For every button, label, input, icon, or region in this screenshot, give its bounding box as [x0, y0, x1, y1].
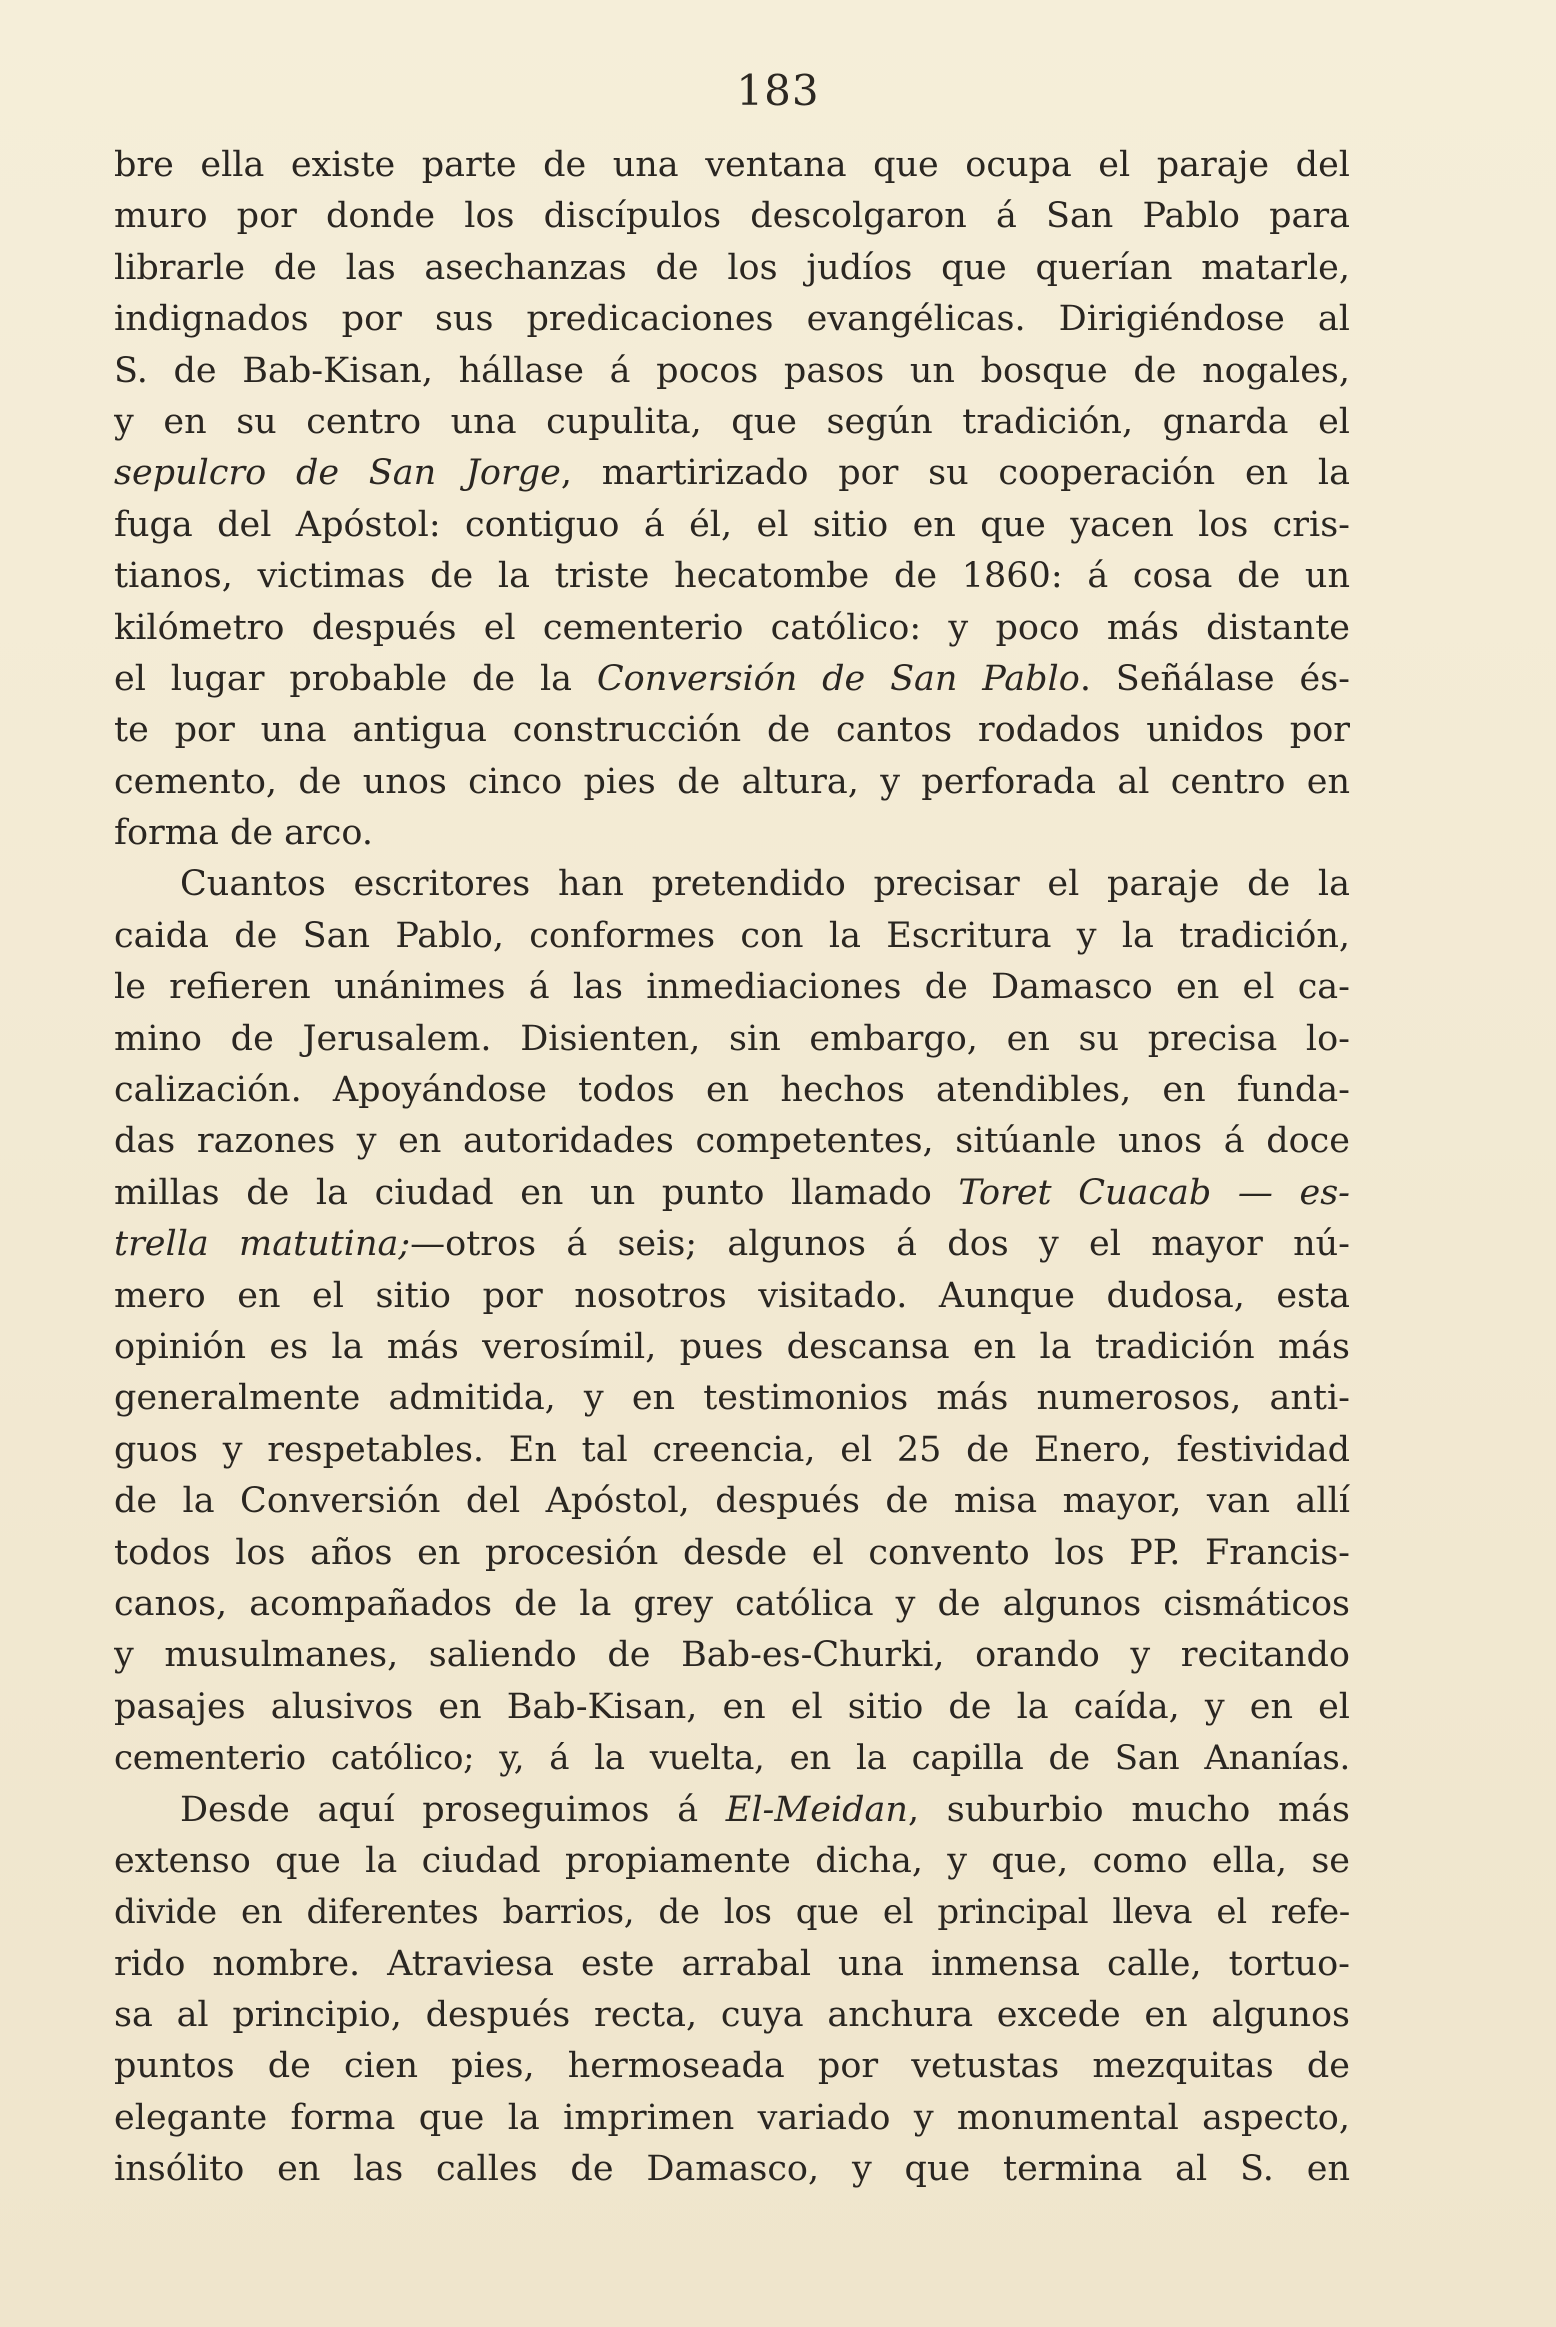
- italic-phrase: sepulcro de San Jorge: [114, 453, 561, 494]
- text-line-25: generalmente admitida, y en testimonios más numerosos, anti-: [114, 1378, 1350, 1419]
- text-line-13: cemento, de unos cinco pies de altura, y perforada al centro en: [114, 761, 1350, 802]
- text-line-37: sa al principio, después recta, cuya anchura excede en algunos: [114, 1995, 1350, 2036]
- text-line-17: le refieren unánimes á las inmediaciones de Damasco en el ca-: [114, 967, 1350, 1008]
- text-line-11: el lugar probable de la Conversión de San Pablo. Señálase és-: [114, 658, 1350, 699]
- text-line-23: mero en el sitio por nosotros visitado. Aunque dudosa, esta: [114, 1275, 1350, 1316]
- text-line-5: S. de Bab-Kisan, hállase á pocos pasos un bosque de nogales,: [114, 350, 1350, 391]
- text-line-12: te por una antigua construcción de cantos rodados unidos por: [114, 710, 1350, 751]
- italic-phrase: Toret Cuacab — es-: [958, 1172, 1350, 1213]
- text-line-8: fuga del Apóstol: contiguo á él, el sitio en que yacen los cris-: [114, 504, 1350, 545]
- text-line-35: divide en diferentes barrios, de los que el principal lleva el refe-: [114, 1892, 1350, 1933]
- text-line-21: millas de la ciudad en un punto llamado Toret Cuacab — es-: [114, 1172, 1350, 1213]
- text-line-34: extenso que la ciudad propiamente dicha, y que, como ella, se: [114, 1840, 1350, 1881]
- italic-phrase: Conversión de San Pablo: [596, 658, 1080, 699]
- text-line-40: insólito en las calles de Damasco, y que termina al S. en: [114, 2149, 1350, 2190]
- page-number: 183: [736, 66, 820, 115]
- text-line-27: de la Conversión del Apóstol, después de misa mayor, van allí: [114, 1481, 1350, 1522]
- text-line-18: mino de Jerusalem. Disienten, sin embargo, en su precisa lo-: [114, 1018, 1350, 1059]
- text-line-36: rido nombre. Atraviesa este arrabal una inmensa calle, tortuo-: [114, 1943, 1350, 1984]
- text-line-7: sepulcro de San Jorge, martirizado por su cooperación en la: [114, 453, 1350, 494]
- text-line-2: muro por donde los discípulos descolgaron á San Pablo para: [114, 196, 1350, 237]
- text-line-32: cementerio católico; y, á la vuelta, en la capilla de San Ananías.: [114, 1738, 1350, 1779]
- text-line-14: forma de arco.: [114, 813, 373, 854]
- text-line-9: tianos, victimas de la triste hecatombe de 1860: á cosa de un: [114, 556, 1350, 597]
- text-line-3: librarle de las asechanzas de los judíos que querían matarle,: [114, 247, 1350, 288]
- text-line-31: pasajes alusivos en Bab-Kisan, en el sitio de la caída, y en el: [114, 1686, 1350, 1727]
- text-line-19: calización. Apoyándose todos en hechos atendibles, en funda-: [114, 1070, 1350, 1111]
- text-line-4: indignados por sus predicaciones evangélicas. Dirigiéndose al: [114, 299, 1350, 340]
- text-line-6: y en su centro una cupulita, que según tradición, gnarda el: [114, 401, 1350, 442]
- text-line-30: y musulmanes, saliendo de Bab-es-Churki, orando y recitando: [114, 1635, 1350, 1676]
- body-text: [114, 140, 1350, 2196]
- text-line-38: puntos de cien pies, hermoseada por vetustas mezquitas de: [114, 2046, 1350, 2087]
- text-line-22: trella matutina;—otros á seis; algunos á dos y el mayor nú-: [114, 1224, 1350, 1265]
- text-line-33: Desde aquí proseguimos á El-Meidan, suburbio mucho más: [180, 1789, 1350, 1830]
- text-line-20: das razones y en autoridades competentes, sitúanle unos á doce: [114, 1121, 1350, 1162]
- italic-phrase: El-Meidan: [725, 1789, 908, 1830]
- text-line-15: Cuantos escritores han pretendido precisar el paraje de la: [180, 864, 1350, 905]
- text-line-1: bre ella existe parte de una ventana que ocupa el paraje del: [114, 145, 1350, 185]
- text-line-10: kilómetro después el cementerio católico: y poco más distante: [114, 607, 1350, 648]
- text-line-28: todos los años en procesión desde el convento los PP. Francis-: [114, 1532, 1350, 1573]
- text-line-26: guos y respetables. En tal creencia, el 25 de Enero, festividad: [114, 1429, 1350, 1470]
- text-line-16: caida de San Pablo, conformes con la Escritura y la tradición,: [114, 915, 1350, 956]
- text-line-39: elegante forma que la imprimen variado y monumental aspecto,: [114, 2097, 1350, 2138]
- text-line-29: canos, acompañados de la grey católica y de algunos cismáticos: [114, 1583, 1350, 1624]
- text-line-24: opinión es la más verosímil, pues descansa en la tradición más: [114, 1326, 1350, 1367]
- italic-phrase: trella matutina;: [114, 1224, 411, 1265]
